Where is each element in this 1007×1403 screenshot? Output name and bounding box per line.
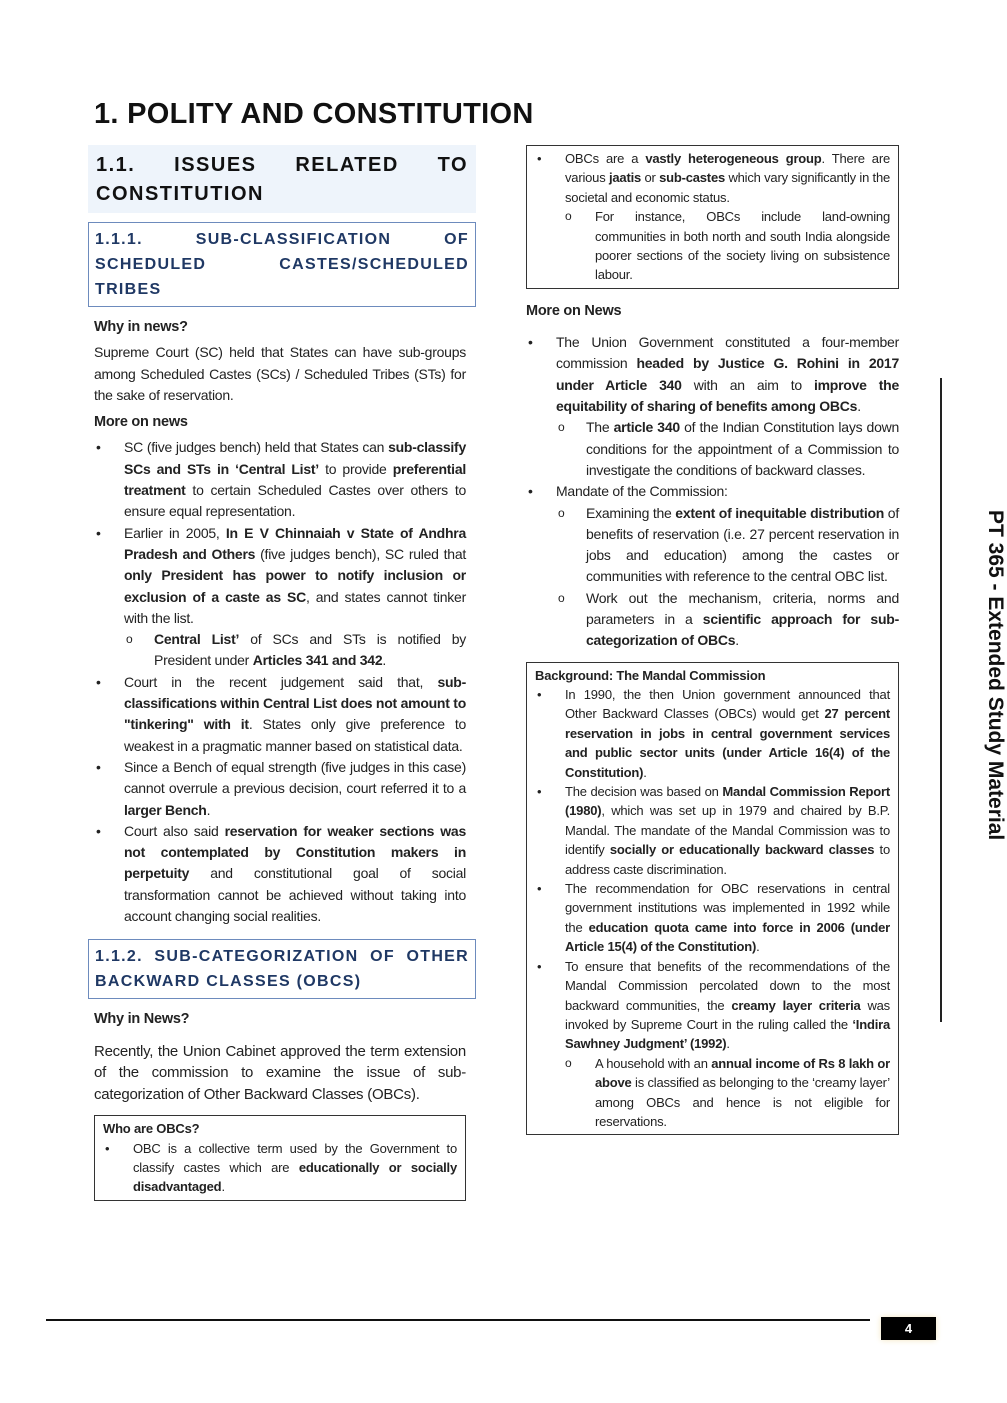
- text-segment: which vary significantly in the societal and economic status.: [565, 170, 891, 205]
- box-title: Who are OBCs?: [103, 1121, 200, 1137]
- text-segment: SC (five judges bench) held that States can: [124, 439, 389, 456]
- text-segment: .: [221, 1179, 225, 1195]
- side-divider: [940, 378, 942, 1022]
- text-segment: to provide: [318, 460, 393, 477]
- text-segment: .: [643, 764, 647, 780]
- bold-text: sub-classify SCs and STs in ‘Central List’: [124, 439, 466, 477]
- text-segment: OBC is a collective term used by the Government to classify castes which are: [133, 1140, 457, 1175]
- bold-text: socially or educationally backward classes: [609, 842, 875, 858]
- sub-list-item: [535, 207, 890, 285]
- text-segment: The decision was based on: [565, 784, 723, 800]
- text-segment: A household with an: [595, 1055, 712, 1071]
- footer-line: [46, 1319, 870, 1321]
- bold-text: preferential treatment: [124, 460, 466, 499]
- text-segment: OBCs are a: [565, 151, 646, 166]
- text-segment: , and states cannot tinker with the list.: [124, 588, 466, 626]
- section-heading: 1.1. ISSUES RELATED TO CONSTITUTION: [88, 145, 476, 213]
- text-segment: of SCs and STs is notified by President under: [154, 631, 466, 669]
- text-segment: to certain Scheduled Castes over others to ensure equal representation.: [124, 482, 466, 520]
- list-item: [535, 685, 890, 782]
- text-segment: Mandate of the Commission:: [556, 483, 728, 500]
- text-segment: or: [641, 170, 660, 186]
- list-item: [535, 957, 890, 1054]
- list-item: [94, 437, 466, 522]
- bold-text: scientific approach for sub-categorization of OBCs: [586, 611, 899, 649]
- text-segment: , which was set up in 1979 and chaired by B.P. Mandal. The mandate of the Mandal Commission was to identify: [565, 803, 890, 858]
- bullet-list: [94, 437, 466, 927]
- text-segment: . States only give preference to weakest in a pragmatic manner based on statistical data.: [124, 716, 467, 754]
- why-in-news-label: Why in News?: [94, 1011, 190, 1028]
- text-segment: of the Indian Constitution lays down conditions for the appointment of a Commission to investigate the conditions of backward classes.: [586, 419, 900, 478]
- text-segment: The recommendation for OBC reservations in central government institutions was implemented in 1992 while the: [565, 881, 890, 935]
- text-segment: Court also said: [124, 822, 225, 839]
- bold-text: creamy layer criteria: [731, 997, 861, 1013]
- text-segment: .: [735, 632, 739, 649]
- bold-text: 27 percent reservation in jobs in central government services and public sector units (under Article 16(4) of the Constitution): [565, 706, 890, 780]
- text-segment: The: [586, 419, 614, 436]
- text-segment: .: [857, 398, 861, 415]
- right-column: [526, 145, 899, 1135]
- text-segment: Recently, the Union Cabinet approved the term extension of the commission to examine the issue of sub-categorization of Other Backward Classes (OBCs).: [94, 1042, 466, 1103]
- text-segment: was invoked by Supreme Court in the ruling called the: [565, 997, 890, 1032]
- bold-text: sub-classifications within Central List does not amount to "tinkering" with it: [124, 673, 466, 733]
- bold-text: larger Bench: [124, 801, 207, 818]
- list-item: [94, 757, 466, 821]
- who-are-obcs-box: [94, 1115, 466, 1201]
- sub-list-item: [526, 503, 899, 588]
- bold-text: jaatis: [608, 170, 642, 186]
- page-number: 4: [881, 1317, 936, 1340]
- list-item: [526, 481, 899, 502]
- left-column: [88, 222, 476, 1201]
- text-segment: Examining the: [586, 504, 676, 521]
- more-on-news-label: More on News: [526, 302, 622, 319]
- text-segment: .: [756, 939, 760, 955]
- bold-text: reservation for weaker sections was not contemplated by Constitution makers in perpetuity: [124, 822, 466, 882]
- text-segment: The Union Government constituted a four-member commission: [556, 334, 899, 372]
- bold-text: only President has power to notify inclusion or exclusion of a caste as SC: [124, 567, 466, 605]
- bullet-list: [526, 332, 899, 651]
- bold-text: Articles 341 and 342: [252, 652, 383, 669]
- sub-list-item: [526, 588, 899, 652]
- more-on-news-label: More on news: [94, 414, 188, 431]
- subsection-heading-obc: 1.1.2. SUB-CATEGORIZATION OF OTHER BACKWARD CLASSES (OBCS): [88, 939, 476, 999]
- list-item: [94, 821, 466, 927]
- list-item: [535, 149, 890, 207]
- why-in-news-text: [94, 342, 466, 406]
- text-segment: Work out the mechanism, criteria, norms and parameters in a: [586, 589, 899, 627]
- text-segment: .: [206, 801, 211, 818]
- text-segment: Earlier in 2005,: [124, 524, 226, 541]
- bold-text: annual income of Rs 8 lakh or above: [595, 1055, 890, 1091]
- sub-list-item: [94, 629, 466, 672]
- text-segment: . There are various: [565, 151, 890, 186]
- why-in-news-label: Why in news?: [94, 319, 188, 335]
- box-list: [535, 685, 890, 1131]
- text-segment: Since a Bench of equal strength (five judges in this case) cannot overrule a previous decision, court referred it to a: [124, 758, 466, 797]
- text-segment: with an aim to: [681, 376, 814, 393]
- why-in-news-text: [94, 1041, 466, 1106]
- bold-text: article 340: [613, 419, 680, 436]
- list-item: [535, 879, 890, 957]
- list-item: [535, 782, 890, 879]
- bold-text: extent of inequitable distribution: [675, 504, 885, 521]
- bold-text: improve the equitability of sharing of benefits among OBCs: [556, 376, 899, 415]
- bold-text: Mandal Commission Report (1980): [565, 784, 890, 819]
- text-segment: Supreme Court (SC) held that States can have sub-groups among Scheduled Castes (SCs) / Scheduled Tribes (STs) for the sake of reservation.: [94, 344, 466, 403]
- heterogeneous-group-box: [526, 145, 899, 289]
- text-segment: to address caste discrimination.: [565, 842, 890, 877]
- text-segment: and constitutional goal of social transformation cannot be achieved without taking into account changing social realities.: [124, 865, 466, 925]
- sub-list-item: [535, 1054, 890, 1132]
- text-segment: is classified as belonging to the ‘creamy layer’ among OBCs and hence is not eligible for reservations.: [595, 1075, 890, 1129]
- bold-text: Central List’: [154, 631, 240, 648]
- sub-list-item: [526, 417, 899, 481]
- text-segment: In 1990, the then Union government announced that Other Backward Classes (OBCs) would get: [565, 687, 890, 722]
- bold-text: vastly heterogeneous group: [645, 151, 822, 166]
- box-list: [535, 149, 890, 285]
- text-segment: of benefits of reservation (i.e. 27 percent reservation in jobs and education) among the castes or communities with reference to the central OBC list.: [586, 504, 899, 585]
- list-item: [526, 332, 899, 417]
- text-segment: For instance, OBCs include land-owning communities in both north and south India alongside poorer sections of the society living on subsistence labour.: [595, 209, 890, 283]
- bold-text: In E V Chinnaiah v State of Andhra Pradesh and Others: [124, 524, 466, 562]
- side-label: PT 365 - Extended Study Material: [984, 510, 1007, 841]
- mandal-commission-box: [526, 662, 899, 1136]
- subsection-heading-sc-st: 1.1.1. SUB-CLASSIFICATION OF SCHEDULED CASTES/SCHEDULED TRIBES: [88, 222, 476, 307]
- text-segment: To ensure that benefits of the recommendations of the Mandal Commission percolated down to the most backward communities, the: [565, 958, 890, 1013]
- bold-text: education quota came into force in 2006 (under Article 15(4) of the Constitution): [565, 919, 890, 955]
- list-item: [94, 672, 466, 757]
- page-title: 1. POLITY AND CONSTITUTION: [94, 98, 534, 130]
- list-item: [103, 1139, 457, 1197]
- bold-text: sub-castes: [659, 170, 725, 186]
- text-segment: .: [726, 1036, 730, 1052]
- text-segment: (five judges bench), SC ruled that: [255, 545, 467, 562]
- box-title: Background: The Mandal Commission: [535, 667, 766, 683]
- bold-text: educationally or socially disadvantaged: [133, 1159, 458, 1195]
- bold-text: headed by Justice G. Rohini in 2017 under Article 340: [556, 355, 899, 393]
- list-item: [94, 523, 466, 629]
- box-list: [103, 1139, 457, 1197]
- text-segment: .: [382, 652, 387, 669]
- text-segment: Court in the recent judgement said that,: [124, 673, 438, 690]
- bold-text: ‘Indira Sawhney Judgment’ (1992): [565, 1016, 890, 1052]
